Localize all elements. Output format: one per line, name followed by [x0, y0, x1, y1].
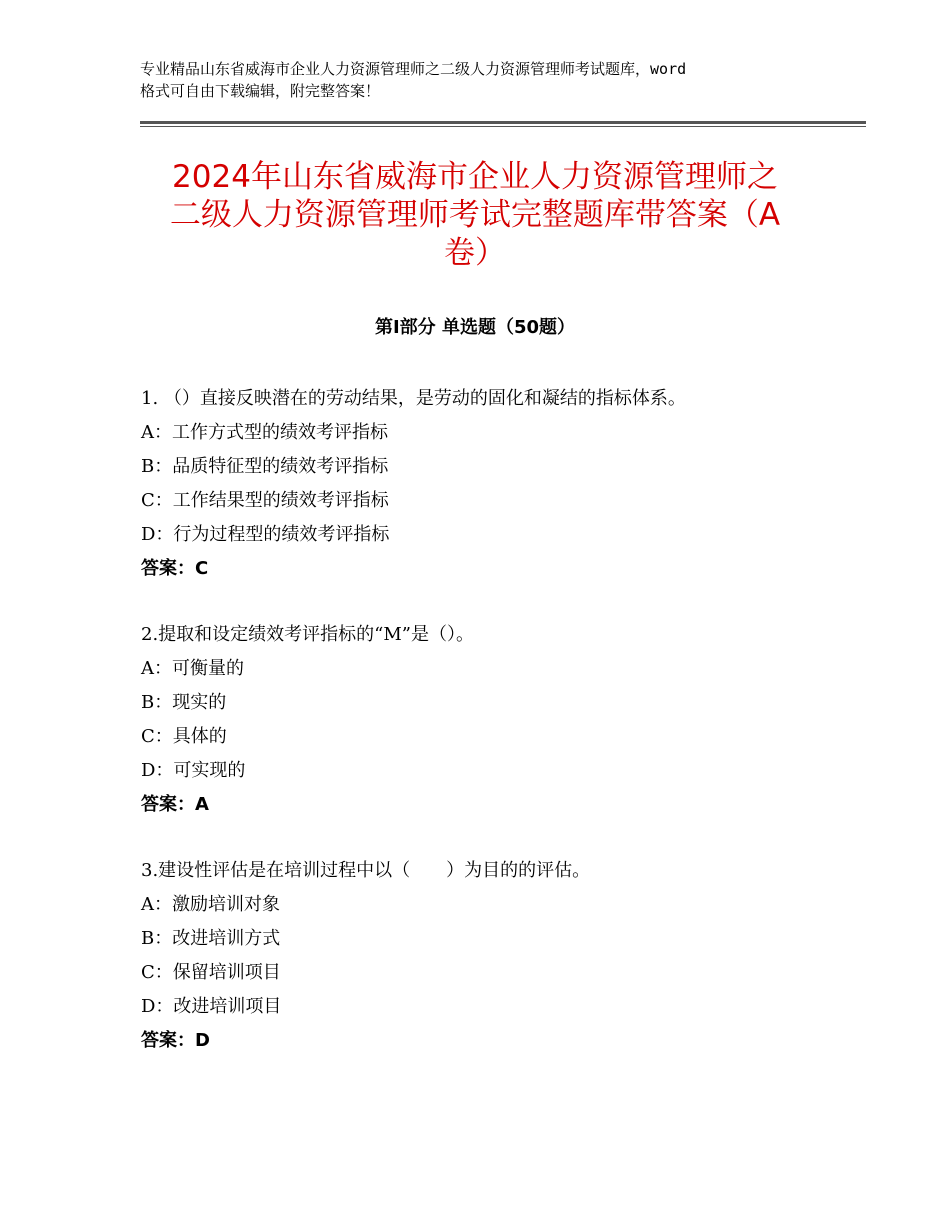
title-line: 二级人力资源管理师考试完整题库带答案（A: [169, 197, 781, 233]
option-a: A：工作方式型的绩效考评指标: [141, 422, 388, 443]
option-b: B：改进培训方式: [141, 928, 281, 949]
answer-label: 答案：C: [141, 558, 209, 579]
question-item: [141, 618, 841, 822]
question-stem: 2.提取和设定绩效考评指标的“M”是（）。: [141, 624, 475, 645]
question-stem: 1. （）直接反映潜在的劳动结果，是劳动的固化和凝结的指标体系。: [141, 388, 686, 409]
question-list: [141, 382, 841, 1090]
document-title: [130, 158, 820, 272]
question-item: [141, 382, 841, 586]
option-b: B：品质特征型的绩效考评指标: [141, 456, 389, 477]
option-a: A：可衡量的: [141, 658, 244, 679]
answer-label: 答案：A: [141, 794, 209, 815]
option-d: D：可实现的: [141, 760, 246, 781]
option-d: D：改进培训项目: [141, 996, 282, 1017]
option-d: D：行为过程型的绩效考评指标: [141, 524, 390, 545]
title-line: 卷）: [444, 235, 506, 271]
header-note-line: 格式可自由下载编辑，附完整答案！: [140, 82, 381, 100]
option-a: A：激励培训对象: [141, 894, 280, 915]
title-line: 2024年山东省威海市企业人力资源管理师之: [172, 159, 778, 195]
option-c: C：工作结果型的绩效考评指标: [141, 490, 389, 511]
header-note-line: 专业精品山东省威海市企业人力资源管理师之二级人力资源管理师考试题库，word: [140, 60, 687, 78]
option-c: C：保留培训项目: [141, 962, 281, 983]
question-stem: 3.建设性评估是在培训过程中以（ ）为目的的评估。: [141, 860, 591, 881]
header-divider-thin: [140, 126, 866, 127]
option-c: C：具体的: [141, 726, 227, 747]
header-divider-thick: [140, 121, 866, 124]
option-b: B：现实的: [141, 692, 227, 713]
section-heading: 第Ⅰ部分 单选题（50题）: [374, 317, 575, 338]
question-item: [141, 854, 841, 1058]
header-note: [140, 58, 840, 102]
answer-label: 答案：D: [141, 1030, 210, 1051]
